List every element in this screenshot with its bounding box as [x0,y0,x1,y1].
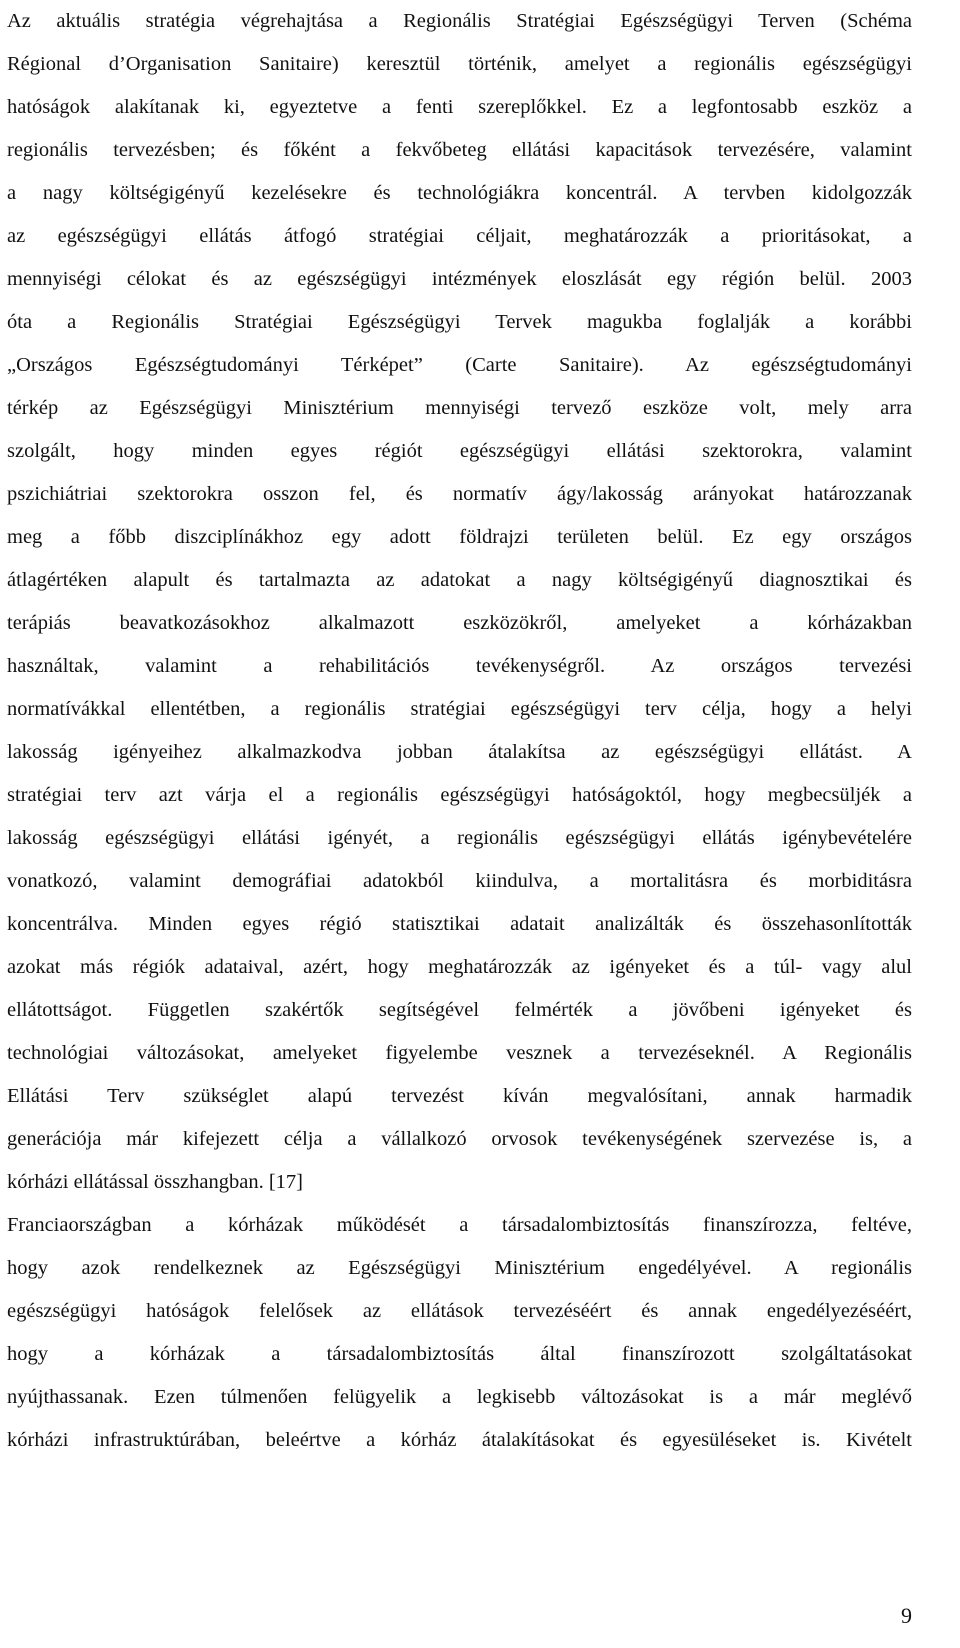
text-line: átlagértéken alapult és tartalmazta az adatokat a nagy költségigényű diagnosztikai és [7,569,912,591]
text-line: terápiás beavatkozásokhoz alkalmazott eszközökről, amelyeket a kórházakban [7,612,912,634]
text-line: óta a Regionális Stratégiai Egészségügyi Tervek magukba foglalják a korábbi [7,311,912,333]
text-line: nyújthassanak. Ezen túlmenően felügyelik a legkisebb változásokat is a már meglévő [7,1386,912,1408]
text-line: pszichiátriai szektorokra osszon fel, és normatív ágy/lakosság arányokat határozzanak [7,483,912,505]
text-line: lakosság egészségügyi ellátási igényét, a regionális egészségügyi ellátás igénybevételére [7,827,912,849]
text-line: „Országos Egészségtudományi Térképet” (Carte Sanitaire). Az egészségtudományi [7,354,912,376]
page-number: 9 [901,1603,912,1628]
document-page [7,0,912,1462]
text-line: az egészségügyi ellátás átfogó stratégiai céljait, meghatározzák a prioritásokat, a [7,225,912,247]
text-line: kórházi infrastruktúrában, beleértve a kórház átalakításokat és egyesüléseket is. Kivételt [7,1429,912,1451]
text-line: hatóságok alakítanak ki, egyeztetve a fenti szereplőkkel. Ez a legfontosabb eszköz a [7,96,912,118]
text-line: mennyiségi célokat és az egészségügyi intézmények eloszlását egy régión belül. 2003 [7,268,912,290]
text-line: használtak, valamint a rehabilitációs tevékenységről. Az országos tervezési [7,655,912,677]
paragraph-regional-strategy [7,0,912,1204]
text-line: Régional d’Organisation Sanitaire) keresztül történik, amelyet a regionális egészségügyi [7,53,912,75]
text-line: stratégiai terv azt várja el a regionális egészségügyi hatóságoktól, hogy megbecsüljék a [7,784,912,806]
text-line: hogy azok rendelkeznek az Egészségügyi Minisztérium engedélyével. A regionális [7,1257,912,1279]
text-line: Az aktuális stratégia végrehajtása a Regionális Stratégiai Egészségügyi Terven (Schéma [7,10,912,32]
text-line: Franciaországban a kórházak működését a társadalombiztosítás finanszírozza, feltéve, [7,1214,912,1236]
paragraph-hospital-financing [7,1204,912,1462]
text-line: normatívákkal ellentétben, a regionális stratégiai egészségügyi terv célja, hogy a helyi [7,698,912,720]
text-line: vonatkozó, valamint demográfiai adatokból kiindulva, a mortalitásra és morbiditásra [7,870,912,892]
text-line: a nagy költségigényű kezelésekre és technológiákra koncentrál. A tervben kidolgozzák [7,182,912,204]
text-line: szolgált, hogy minden egyes régiót egészségügyi ellátási szektorokra, valamint [7,440,912,462]
text-line: regionális tervezésben; és főként a fekvőbeteg ellátási kapacitások tervezésére, valamint [7,139,912,161]
text-line: meg a főbb diszciplínákhoz egy adott földrajzi területen belül. Ez egy országos [7,526,912,548]
text-line: technológiai változásokat, amelyeket figyelembe vesznek a tervezéseknél. A Regionális [7,1042,912,1064]
text-line: azokat más régiók adataival, azért, hogy meghatározzák az igényeket és a túl- vagy alul [7,956,912,978]
text-line: Ellátási Terv szükséglet alapú tervezést kíván megvalósítani, annak harmadik [7,1085,912,1107]
text-line: kórházi ellátással összhangban. [17] [7,1171,304,1193]
text-line: ellátottságot. Független szakértők segítségével felmérték a jövőbeni igényeket és [7,999,912,1021]
text-line: generációja már kifejezett célja a vállalkozó orvosok tevékenységének szervezése is, a [7,1128,912,1150]
text-line: egészségügyi hatóságok felelősek az ellátások tervezéséért és annak engedélyezéséért, [7,1300,912,1322]
text-line: koncentrálva. Minden egyes régió statisztikai adatait analizálták és összehasonlították [7,913,912,935]
text-line: hogy a kórházak a társadalombiztosítás által finanszírozott szolgáltatásokat [7,1343,912,1365]
text-line: térkép az Egészségügyi Minisztérium mennyiségi tervező eszköze volt, mely arra [7,397,912,419]
text-line: lakosság igényeihez alkalmazkodva jobban átalakítsa az egészségügyi ellátást. A [7,741,912,763]
